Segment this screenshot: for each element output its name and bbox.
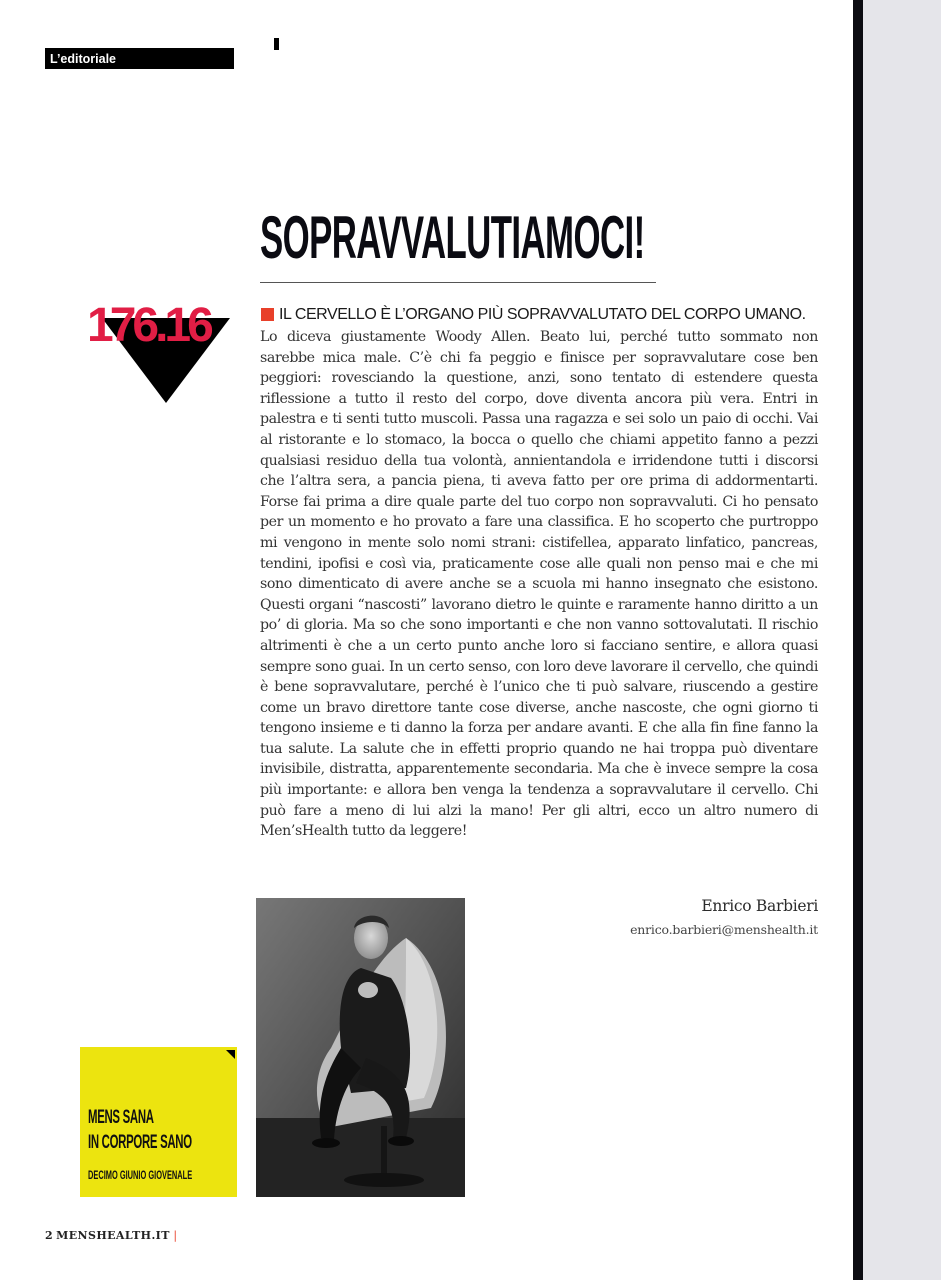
- lead-line: IL CERVELLO È L’ORGANO PIÙ SOPRAVVALUTATO DEL CORPO UMANO.: [279, 306, 806, 323]
- issue-number: 176.16: [87, 299, 210, 352]
- author-photo-image: [256, 898, 465, 1197]
- quote-line-1: MENS SANA: [88, 1107, 154, 1128]
- author-email[interactable]: enrico.barbieri@menshealth.it: [630, 922, 818, 937]
- headline-rule: [260, 282, 656, 283]
- author-name: Enrico Barbieri: [701, 897, 818, 915]
- page-number: 2: [45, 1229, 53, 1242]
- section-tab-notch: [274, 38, 279, 50]
- body-text: Lo diceva giustamente Woody Allen. Beato lui, perché tutto sommato non sarebbe mica male. C’è chi fa peggio e finisce per sopravvalutare cose ben peggiori: rovesciando la questione, anzi, sono tentato di estendere questa riflessione a tutto il resto del corpo, dove diventa ancora più vera. Entri in palestra e ti senti tutto muscoli. Passa una ragazza e sei solo un paio di occhi. Vai al ristorante e lo stomaco, la bocca o quello che chiami appetito fanno a pezzi qualsiasi residuo della tua volontà, annientandola e irridendone tutti i discorsi che l’altra sera, a pancia piena, ti aveva fatto per ore prima di addormentarti. Forse fai prima a dire quale parte del tuo corpo non sopravvaluti. Ci ho pensato per un momento e ho provato a fare una classifica. E ho scoperto che purtroppo mi vengono in mente solo nomi strani: cistifellea, apparato linfatico, pancreas, tendini, ipofisi e così via, praticamente cose alle quali non penso mai e che mi sono dimenticato di avere anche se a scuola mi hanno insegnato che esistono. Questi organi “nascosti” lavorano dietro le quinte e raramente hanno diritto a un po’ di gloria. Ma so che sono importanti e che non vanno sottovalutati. Il rischio altrimenti è che a un certo punto anche loro si facciano sentire, e allora quasi sempre sono guai. In un certo senso, con loro deve lavorare il cervello, che quindi è bene sopravvalutare, perché è l’unico che ti può salvare, riuscendo a gestire come un bravo direttore tante cose diverse, anche nascoste, che ogni giorno ti tengono insieme e ti danno la forza per andare avanti. E che alla fin fine fanno la tua salute. La salute che in effetti proprio quando ne hai troppa può diventare invisibile, distratta, apparentemente secondaria. Ma che è invece sempre la cosa più importante: e allora ben venga la tendenza a sopravvalutare il cervello. Chi può fare a meno di lui alzi la mano! Per gli altri, ecco un altro numero di Men’sHealth tutto da leggere!: [260, 329, 818, 840]
- footer-site[interactable]: MENSHEALTH.IT: [56, 1229, 170, 1242]
- page-edge-panel: [863, 0, 941, 1280]
- headline: SOPRAVVALUTIAMOCI!: [260, 204, 645, 271]
- footer-separator: |: [173, 1229, 178, 1242]
- quote-box: [80, 1047, 237, 1197]
- section-label: L’editoriale: [50, 52, 116, 66]
- section-tab: [45, 38, 234, 70]
- author-photo: [256, 898, 465, 1197]
- corner-triangle-icon: [226, 1050, 235, 1059]
- page-footer: [45, 1229, 177, 1243]
- quote-line-2: IN CORPORE SANO: [88, 1132, 192, 1153]
- quote-source: DECIMO GIUNIO GIOVENALE: [88, 1168, 193, 1182]
- red-square-icon: [261, 308, 274, 321]
- page-edge-bar: [853, 0, 863, 1280]
- issue-number-badge: [85, 298, 245, 408]
